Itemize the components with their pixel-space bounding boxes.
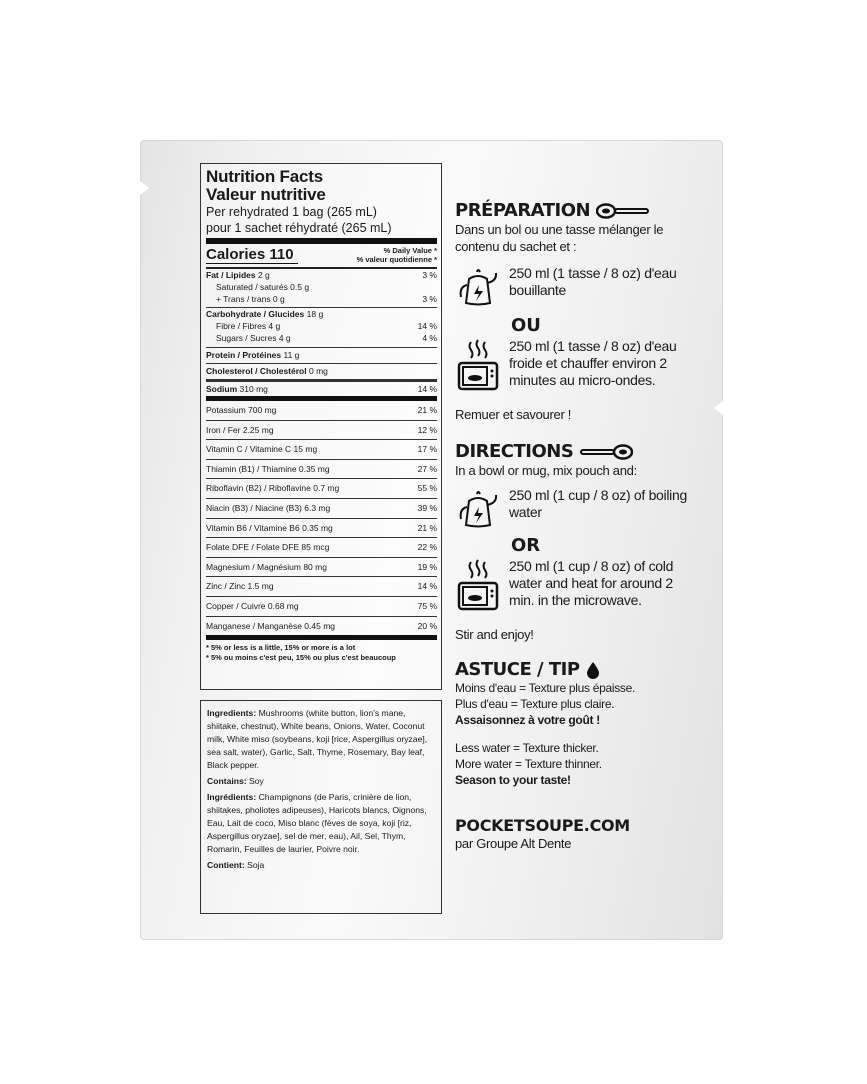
carb-label: Carbohydrate / Glucides	[206, 309, 305, 319]
cholesterol-row	[206, 364, 437, 379]
prep-fr-intro: Dans un bol ou une tasse mélanger le contenu du sachet et :	[455, 222, 664, 254]
nutrient-label: Folate DFE / Folate DFE 85 mcg	[206, 542, 330, 553]
nutrient-row	[206, 518, 437, 538]
prep-fr-step1	[455, 265, 695, 309]
tip-heading	[455, 659, 695, 680]
nutrient-label: Vitamin C / Vitamine C 15 mg	[206, 444, 318, 455]
calories: Calories 110	[206, 246, 298, 264]
nutrient-label: Vitamin B6 / Vitamine B6 0.35 mg	[206, 522, 333, 533]
serving-en: Per rehydrated 1 bag (265 mL)	[206, 205, 377, 219]
fibre-pct: 14 %	[417, 321, 437, 331]
prep-en-intro: In a bowl or mug, mix pouch and:	[455, 463, 637, 478]
carb-value: 18 g	[306, 309, 324, 319]
ingredients-en-text: Mushrooms (white button, lion's mane, shiitake, chestnut), White beans, Onions, Water, Coconut milk, White miso (soybeans, koji [rice, Aspergillus oryzae], sea salt, water), Garlic, Salt, Thyme, Rosemary, Bay leaf, Black pepper.	[207, 708, 428, 770]
chol-label: Cholesterol / Cholestérol	[206, 366, 307, 376]
water-drop-icon	[586, 661, 600, 679]
sodium-pct: 14 %	[417, 384, 437, 394]
sodium-value: 310 mg	[239, 384, 268, 394]
prep-en-or: OR	[511, 535, 541, 556]
brand-by: par Groupe Alt Dente	[455, 836, 572, 851]
tip-en1: Less water = Texture thicker.	[455, 741, 599, 755]
fat-value: 2 g	[257, 270, 270, 280]
trans-row	[206, 293, 437, 305]
ingredients-panel	[200, 700, 442, 914]
nutrient-row	[206, 420, 437, 440]
prep-en-heading	[455, 441, 695, 462]
instructions-column	[455, 200, 695, 852]
nutrient-pct: 27 %	[417, 463, 437, 474]
contains-label: Contains:	[207, 776, 247, 786]
contient-label: Contient:	[207, 860, 245, 870]
prep-fr-title: PRÉPARATION	[455, 200, 591, 221]
sugars-pct: 4 %	[422, 333, 437, 343]
prep-fr-step2-text: 250 ml (1 tasse / 8 oz) d'eau froide et chauffer environ 2 minutes au micro-ondes.	[509, 338, 677, 388]
nutrient-pct: 21 %	[417, 522, 437, 533]
fat-group	[206, 267, 437, 305]
prep-fr-heading	[455, 200, 695, 221]
nutrient-label: Manganese / Manganèse 0.45 mg	[206, 620, 336, 631]
protein-label: Protein / Protéines	[206, 350, 282, 360]
nutrient-pct: 12 %	[417, 424, 437, 435]
protein-value: 11 g	[283, 350, 300, 360]
trans-label: + Trans / trans 0 g	[216, 294, 285, 304]
nutrient-row	[206, 401, 437, 420]
dv-fr: % valeur quotidienne *	[356, 255, 437, 264]
nutrient-pct: 22 %	[417, 542, 437, 553]
nutrient-label: Zinc / Zinc 1.5 mg	[206, 581, 274, 592]
prep-fr-step2	[455, 338, 695, 394]
nutrient-row	[206, 478, 437, 498]
prep-fr-step1-text: 250 ml (1 tasse / 8 oz) d'eau bouillante	[509, 265, 677, 298]
nutrient-pct: 19 %	[417, 561, 437, 572]
prep-en-step1	[455, 487, 695, 531]
spoon-icon	[579, 443, 633, 461]
prep-en-end: Stir and enjoy!	[455, 627, 534, 642]
serving-fr: pour 1 sachet réhydraté (265 mL)	[206, 221, 392, 235]
protein-row	[206, 348, 437, 363]
prep-en-title: DIRECTIONS	[455, 441, 574, 462]
nutrient-pct: 20 %	[417, 620, 437, 631]
nutrient-row	[206, 459, 437, 479]
sat-pct: 3 %	[422, 294, 437, 304]
sat-row	[206, 281, 437, 293]
nutrient-label: Magnesium / Magnésium 80 mg	[206, 561, 327, 572]
nutrient-pct: 75 %	[417, 600, 437, 611]
nutrient-row	[206, 498, 437, 518]
ingredients-fr	[207, 791, 435, 856]
tip-fr2: Plus d'eau = Texture plus claire.	[455, 697, 615, 711]
fat-label: Fat / Lipides	[206, 270, 256, 280]
minerals-list	[206, 401, 437, 635]
nutrient-pct: 21 %	[417, 405, 437, 415]
tip-fr1: Moins d'eau = Texture plus épaisse.	[455, 681, 636, 695]
tip-en3: Season to your taste!	[455, 773, 571, 787]
nutrient-row	[206, 537, 437, 557]
tip-en2: More water = Texture thinner.	[455, 757, 602, 771]
fat-pct: 3 %	[422, 270, 437, 280]
microwave-icon	[455, 338, 501, 394]
nutrition-facts-panel	[200, 163, 442, 690]
contient-value: Soja	[247, 860, 265, 870]
sugars-row	[206, 332, 437, 344]
prep-fr-or: OU	[511, 315, 541, 336]
chol-value: 0 mg	[308, 366, 328, 376]
prep-en-step2	[455, 558, 695, 614]
prep-fr-end: Remuer et savourer !	[455, 407, 572, 422]
carb-row	[206, 308, 437, 320]
sodium-row	[206, 382, 437, 396]
nutrient-pct: 17 %	[417, 444, 437, 455]
tear-notch-right	[714, 400, 724, 416]
tip-fr3: Assaisonnez à votre goût !	[455, 713, 600, 727]
ingredients-en	[207, 707, 435, 772]
ingredients-fr-text: Champignons (de Paris, crinière de lion, shiitakes, pholiotes adipeuses), Haricots blancs, Oignons, Eau, Lait de coco, Miso blanc (fèves de soya, koji [riz, Aspergillus oryzae], sel de mer, eau), Ail, Sel, Thym, Romarin, Feuilles de laurier, Poivre noir.	[207, 792, 427, 854]
prep-en-step2-text: 250 ml (1 cup / 8 oz) of cold water and heat for around 2 min. in the microwave.	[509, 558, 674, 608]
footnote-fr: * 5% ou moins c'est peu, 15% ou plus c'est beaucoup	[206, 653, 396, 663]
nutrient-row	[206, 596, 437, 616]
nutrient-row	[206, 557, 437, 577]
ingredients-en-label: Ingredients:	[207, 708, 257, 718]
footnote	[206, 635, 437, 663]
nutrient-row	[206, 439, 437, 459]
kettle-icon	[455, 487, 501, 531]
sodium-label: Sodium	[206, 384, 238, 394]
fibre-row	[206, 320, 437, 332]
calories-row	[206, 238, 437, 264]
kettle-icon	[455, 265, 501, 309]
nutrient-label: Thiamin (B1) / Thiamine 0.35 mg	[206, 463, 330, 474]
nutrient-pct: 39 %	[417, 502, 437, 513]
nutrition-title-fr: Valeur nutritive	[206, 185, 326, 204]
tip-title: ASTUCE / TIP	[455, 659, 580, 680]
prep-en-step1-text: 250 ml (1 cup / 8 oz) of boiling water	[509, 487, 687, 520]
nutrient-pct: 55 %	[417, 483, 437, 494]
fat-row	[206, 269, 437, 281]
nutrient-row	[206, 576, 437, 596]
fibre-label: Fibre / Fibres 4 g	[216, 321, 281, 331]
dv-en: % Daily Value *	[383, 246, 437, 255]
footnote-en: * 5% or less is a little, 15% or more is a lot	[206, 643, 356, 653]
sugars-label: Sugars / Sucres 4 g	[216, 333, 291, 343]
nutrient-label: Copper / Cuivre 0.68 mg	[206, 600, 299, 611]
nutrition-title-en: Nutrition Facts	[206, 167, 323, 186]
nutrient-pct: 14 %	[417, 581, 437, 592]
nutrient-row	[206, 616, 437, 636]
contient	[207, 859, 435, 872]
daily-value-header	[357, 246, 437, 264]
microwave-icon	[455, 558, 501, 614]
contains-value: Soy	[249, 776, 264, 786]
sat-label: Saturated / saturés 0.5 g	[216, 282, 310, 292]
nutrient-label: Potassium 700 mg	[206, 405, 277, 415]
tear-notch-left	[139, 180, 149, 196]
brand-website: POCKETSOUPE.COM	[455, 816, 630, 835]
nutrient-label: Niacin (B3) / Niacine (B3) 6.3 mg	[206, 502, 331, 513]
nutrient-label: Iron / Fer 2.25 mg	[206, 424, 274, 435]
contains	[207, 775, 435, 788]
ingredients-fr-label: Ingrédients:	[207, 792, 257, 802]
nutrient-label: Riboflavin (B2) / Riboflavine 0.7 mg	[206, 483, 340, 494]
spoon-icon	[596, 202, 650, 220]
